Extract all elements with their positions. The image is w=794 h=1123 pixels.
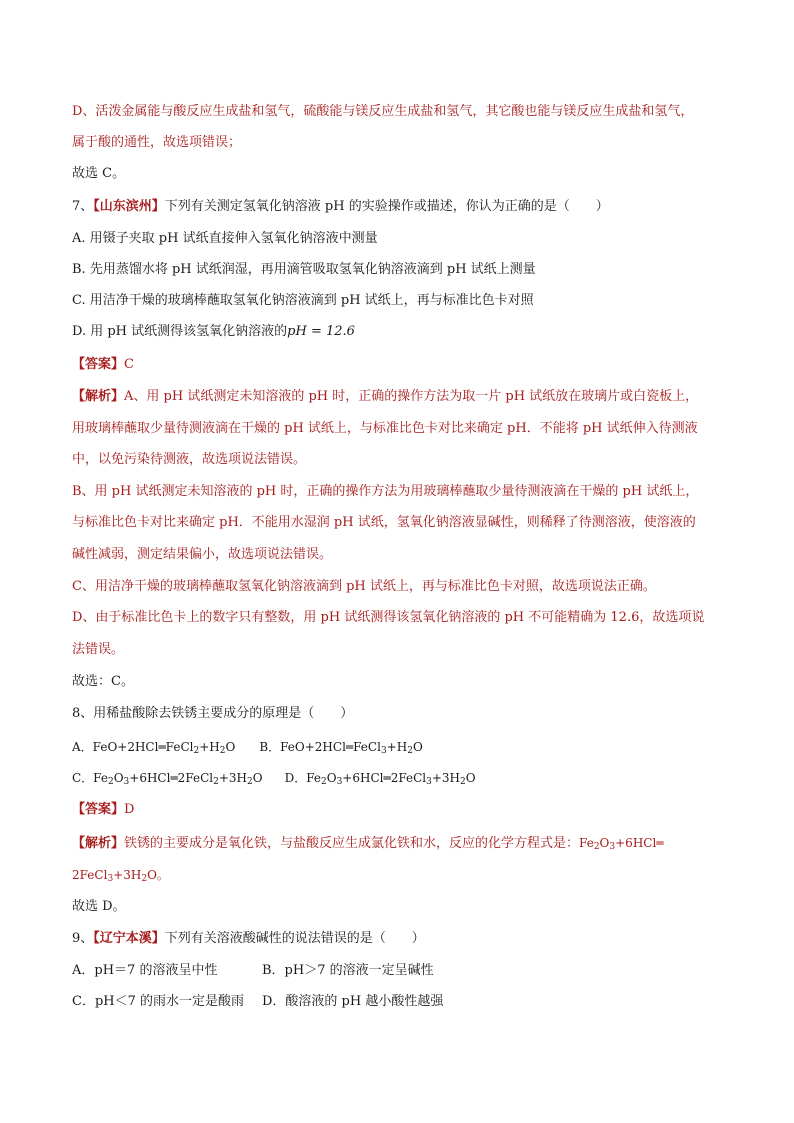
q8-a-part: +H: [199, 740, 220, 754]
q8-eq-part: Fe: [579, 836, 594, 850]
q8-b-part: B．FeO+2HCl═FeCl: [259, 740, 381, 754]
q9-stem-text: 下列有关溶液酸碱性的说法错误的是（ ）: [164, 931, 425, 946]
q9-option-b: B．pH＞7 的溶液一定呈碱性: [262, 963, 434, 978]
q8-d-sub: 2: [460, 777, 466, 787]
q7-answer: [72, 356, 732, 374]
q8-options-row2: [72, 769, 732, 787]
q8-c-part: O: [113, 771, 124, 785]
q7-source: 【山东滨州】: [93, 199, 165, 214]
q8-c-part: +3H: [218, 771, 247, 785]
q8-d-sub: 2: [320, 777, 327, 787]
q9-stem: [72, 930, 732, 948]
q6-conclusion: 故选 C。: [72, 166, 126, 181]
q7-option-b: B. 先用蒸馏水将 pH 试纸润湿，再用滴管吸取氢氧化钠溶液滴到 pH 试纸上测量: [72, 262, 536, 277]
q7-answer-value: C: [124, 357, 134, 372]
q7-analysis-line4: B、用 pH 试纸测定未知溶液的 pH 时，正确的操作方法为用玻璃棒蘸取少量待测液滴在干燥的 pH 试纸上，: [72, 484, 699, 499]
q7-analysis-line2: 用玻璃棒蘸取少量待测液滴在干燥的 pH 试纸上，与标准比色卡对比来确定 pH．不能将 pH 试纸伸入待测液: [72, 421, 698, 436]
q8-b-sub: 3: [380, 746, 387, 756]
q7-option-a: A. 用镊子夹取 pH 试纸直接伸入氢氧化钠溶液中测量: [72, 231, 378, 246]
q9-option-d: D．酸溶液的 pH 越小酸性越强: [262, 994, 444, 1009]
q8-answer: [72, 801, 732, 819]
q8-options-row1: [72, 738, 732, 756]
q8-d-part: +3H: [431, 771, 461, 785]
q8-option-c: [72, 771, 263, 785]
q8-d-part: O: [465, 771, 476, 785]
q8-analysis-tag: 【解析】: [72, 836, 125, 851]
q8-stem: [72, 705, 732, 723]
q8-eq-sub: 2: [141, 874, 148, 884]
q8-a-sub: 2: [219, 746, 226, 756]
q7-analysis-line6: 碱性减弱，测定结果偏小，故选项说法错误。: [72, 547, 333, 562]
q9-number: 9、: [72, 931, 94, 946]
q8-option-b: [259, 740, 422, 754]
q8-answer-value: D: [124, 802, 135, 817]
q8-option-d: [285, 771, 476, 785]
q8-answer-tag: 【答案】: [72, 802, 125, 817]
q9-options-row1: [72, 962, 732, 980]
q7-option-d-math: pH = 12.6: [287, 324, 355, 339]
q9-option-a: A．pH＝7 的溶液呈中性: [72, 963, 218, 978]
q8-d-part: D．Fe: [284, 771, 321, 785]
q8-eq-part: O: [599, 836, 610, 850]
q8-stem-text: 用稀盐酸除去铁锈主要成分的原理是（ ）: [93, 706, 354, 721]
q9-options-row2: [72, 993, 732, 1011]
q7-number: 7、: [72, 199, 94, 214]
q8-eq-part: 2FeCl: [72, 868, 108, 882]
q8-b-sub: 2: [407, 746, 413, 756]
q8-c-part: C．Fe: [72, 771, 108, 785]
q7-option-d-text: D. 用 pH 试纸测得该氢氧化钠溶液的: [72, 324, 288, 339]
q8-d-sub: 3: [336, 777, 343, 787]
q8-eq-part: O。: [147, 868, 169, 882]
q8-option-a: [72, 740, 235, 754]
q8-analysis-line1: [72, 834, 732, 853]
q8-analysis-line2: [72, 866, 732, 884]
q7-stem: [72, 198, 732, 216]
q8-d-part: O: [326, 771, 337, 785]
q8-eq-sub: 2: [593, 842, 600, 852]
q8-d-part: +6HCl═2FeCl: [342, 771, 427, 785]
q8-c-part: +6HCl═2FeCl: [129, 771, 214, 785]
q8-c-sub: 2: [107, 777, 114, 787]
q8-analysis-eq1: [579, 836, 664, 850]
q8-eq-sub: 3: [107, 874, 114, 884]
q8-a-part: A．FeO+2HCl═FeCl: [72, 740, 194, 754]
q7-stem-text: 下列有关测定氢氧化钠溶液 pH 的实验操作或描述，你认为正确的是（ ）: [164, 199, 609, 214]
q7-analysis-line7: C、用洁净干燥的玻璃棒蘸取氢氧化钠溶液滴到 pH 试纸上，再与标准比色卡对照，故选项说法正确。: [72, 579, 656, 594]
q8-d-sub: 3: [426, 777, 432, 787]
q8-c-part: O: [252, 771, 263, 785]
q8-a-part: O: [225, 740, 236, 754]
q7-analysis-text1: A、用 pH 试纸测定未知溶液的 pH 时，正确的操作方法为取一片 pH 试纸放在玻璃片或白瓷板上，: [124, 389, 699, 404]
q8-eq-part: +6HCl═: [615, 836, 664, 850]
q8-analysis-text1: 铁锈的主要成分是氧化铁，与盐酸反应生成氯化铁和水，反应的化学方程式是：: [124, 836, 580, 851]
q7-analysis-line5: 与标准比色卡对比来确定 pH．不能用水湿润 pH 试纸，氢氧化钠溶液显碱性，则稀释了待测溶液，使溶液的: [72, 515, 696, 530]
q7-analysis-line1: [72, 388, 732, 406]
q7-conclusion: 故选：C。: [72, 674, 134, 689]
q8-c-sub: 3: [123, 777, 130, 787]
q8-c-sub: 2: [213, 777, 219, 787]
q7-option-c: C. 用洁净干燥的玻璃棒蘸取氢氧化钠溶液滴到 pH 试纸上，再与标准比色卡对照: [72, 293, 534, 308]
q6-option-d-analysis-line2: 属于酸的通性，故选项错误；: [72, 135, 242, 150]
q7-analysis-line9: 法错误。: [72, 642, 125, 657]
q7-analysis-line3: 中，以免污染待测液，故选项说法错误。: [72, 452, 307, 467]
q8-number: 8、: [72, 706, 94, 721]
q7-analysis-tag: 【解析】: [72, 389, 125, 404]
q8-eq-part: +3H: [113, 868, 142, 882]
q9-source: 【辽宁本溪】: [93, 931, 165, 946]
q7-answer-tag: 【答案】: [72, 357, 125, 372]
q8-c-sub: 2: [247, 777, 253, 787]
q8-eq-sub: 3: [609, 842, 616, 852]
q9-option-c: C．pH＜7 的雨水一定是酸雨: [72, 994, 245, 1009]
q7-option-d: [72, 323, 732, 341]
q6-option-d-analysis-line1: D、活泼金属能与酸反应生成盐和氢气，硫酸能与镁反应生成盐和氢气，其它酸也能与镁反应生成盐和氢气，: [72, 104, 694, 119]
q8-conclusion: 故选 D。: [72, 899, 126, 914]
q8-b-part: O: [412, 740, 423, 754]
q8-a-sub: 2: [193, 746, 200, 756]
q7-analysis-line8: D、由于标准比色卡上的数字只有整数，用 pH 试纸测得该氢氧化钠溶液的 pH 不可能精确为 12.6，故选项说: [72, 610, 705, 625]
q8-b-part: +H: [386, 740, 408, 754]
